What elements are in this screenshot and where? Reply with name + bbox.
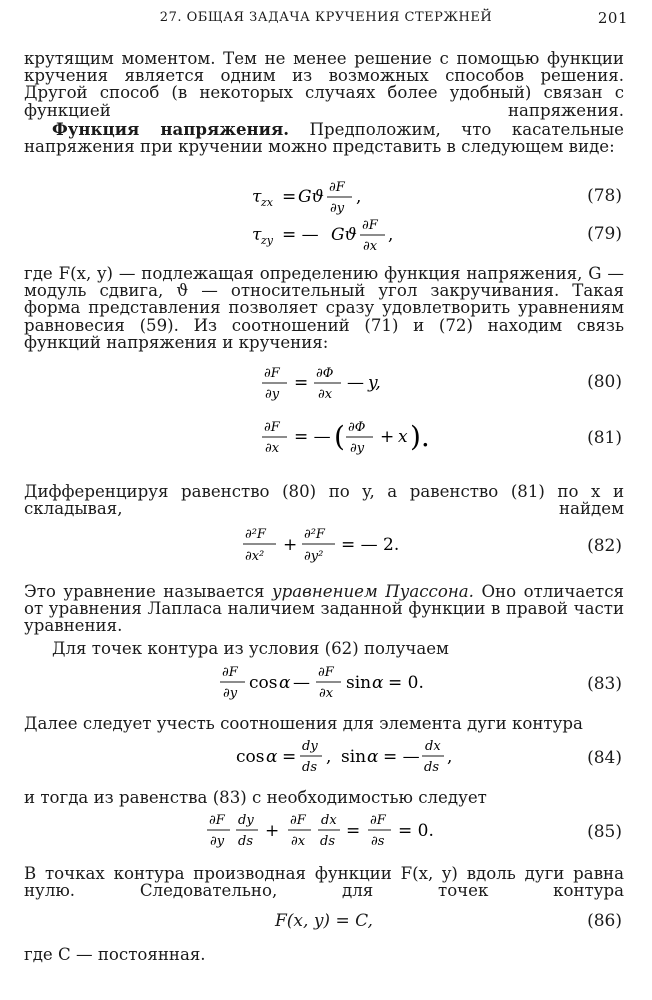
paragraph-1: крутящим моментом. Тем не менее решение с помощью функции кручения является одним из возможных способов решения. Другой способ (в некоторых случаях более удобный) связан с функцией напряжения. bbox=[24, 49, 624, 120]
svg-text:dy: dy bbox=[238, 813, 254, 828]
svg-text:∂x: ∂x bbox=[318, 387, 333, 402]
equation-85 bbox=[0, 808, 652, 854]
svg-text:τ: τ bbox=[252, 187, 262, 207]
svg-text:).: ). bbox=[410, 420, 430, 453]
paragraph-9: В точках контура производная функции F(x, y) вдоль дуги равна нулю. Следовательно, для точек контура bbox=[24, 864, 624, 901]
svg-text:ds: ds bbox=[424, 760, 439, 775]
svg-text:Gϑ: Gϑ bbox=[298, 187, 324, 207]
paragraph-5 bbox=[24, 583, 624, 635]
svg-text:α: α bbox=[266, 747, 278, 767]
paragraph-5-text-a: Это уравнение называется bbox=[24, 582, 265, 601]
equation-78-formula bbox=[0, 178, 652, 218]
paragraph-7: Далее следует учесть соотношения для элемента дуги контура bbox=[24, 714, 583, 733]
svg-text:=: = bbox=[294, 373, 309, 393]
svg-text:zx: zx bbox=[261, 196, 273, 209]
svg-text:sin: sin bbox=[346, 673, 372, 693]
svg-text:,: , bbox=[447, 747, 453, 767]
page-number: 201 bbox=[597, 9, 628, 27]
svg-text:∂F: ∂F bbox=[209, 813, 225, 828]
svg-text:∂Φ: ∂Φ bbox=[348, 420, 366, 435]
svg-text:,: , bbox=[388, 225, 394, 245]
svg-text:∂F: ∂F bbox=[329, 180, 345, 195]
svg-text:+: + bbox=[283, 535, 298, 555]
equation-80 bbox=[0, 362, 652, 406]
paragraph-8: и тогда из равенства (83) с необходимостью следует bbox=[24, 788, 487, 807]
svg-text:∂F: ∂F bbox=[264, 420, 280, 435]
paragraph-4: Дифференцируя равенство (80) по y, а равенство (81) по x и складывая, найдем bbox=[24, 482, 624, 519]
svg-text:=: = bbox=[282, 747, 297, 767]
svg-text:∂²F: ∂²F bbox=[245, 527, 266, 542]
equation-number: (85) bbox=[587, 822, 622, 842]
svg-text:,: , bbox=[326, 747, 332, 767]
svg-text:τ: τ bbox=[252, 225, 262, 245]
paragraph-5-text-b: Оно отличается от уравнения Лапласа наличием заданной функции в правой части уравнения. bbox=[24, 582, 624, 636]
svg-text:∂F: ∂F bbox=[290, 813, 306, 828]
equation-85-formula bbox=[0, 808, 652, 854]
svg-text:cos: cos bbox=[249, 673, 278, 693]
equation-83 bbox=[0, 660, 652, 706]
svg-text:∂y: ∂y bbox=[210, 834, 225, 849]
equation-number: (81) bbox=[587, 428, 622, 448]
equation-82-formula bbox=[0, 522, 652, 570]
svg-text:∂x: ∂x bbox=[363, 239, 378, 254]
running-header bbox=[24, 6, 628, 32]
equation-number: (82) bbox=[587, 536, 622, 556]
svg-text:α: α bbox=[279, 673, 291, 693]
equation-86 bbox=[0, 907, 652, 937]
svg-text:= —: = — bbox=[383, 747, 420, 767]
equation-number: (80) bbox=[587, 372, 622, 392]
svg-text:α: α bbox=[367, 747, 379, 767]
svg-text:(: ( bbox=[334, 420, 345, 453]
paragraph-2 bbox=[24, 121, 624, 155]
equation-79-formula bbox=[0, 214, 652, 258]
svg-text:dx: dx bbox=[425, 739, 441, 754]
svg-text:,: , bbox=[356, 187, 362, 207]
svg-text:x: x bbox=[398, 427, 408, 447]
paragraph-2-text: Предположим, что касательные напряжения при кручении можно представить в следующем виде: bbox=[24, 120, 624, 157]
svg-text:α: α bbox=[372, 673, 384, 693]
svg-text:= —: = — bbox=[282, 225, 319, 245]
svg-text:Gϑ: Gϑ bbox=[331, 225, 357, 245]
svg-text:zy: zy bbox=[261, 234, 274, 247]
equation-79 bbox=[0, 214, 652, 258]
equation-80-formula bbox=[0, 362, 652, 406]
svg-text:—: — bbox=[293, 673, 310, 693]
svg-text:= 0.: = 0. bbox=[398, 821, 434, 841]
svg-text:—: — bbox=[347, 373, 364, 393]
svg-text:=: = bbox=[282, 187, 297, 207]
svg-text:∂F: ∂F bbox=[318, 665, 334, 680]
svg-text:∂Φ: ∂Φ bbox=[316, 366, 334, 381]
equation-86-formula: F(x, y) = C, bbox=[275, 911, 373, 931]
equation-82 bbox=[0, 522, 652, 570]
svg-text:y,: y, bbox=[368, 373, 381, 393]
paragraph-5-term: уравнением Пуассона. bbox=[272, 582, 474, 601]
svg-text:∂y: ∂y bbox=[330, 201, 345, 216]
svg-text:∂x: ∂x bbox=[291, 834, 306, 849]
svg-text:∂x: ∂x bbox=[319, 686, 334, 701]
svg-text:= 0.: = 0. bbox=[388, 673, 424, 693]
svg-text:ds: ds bbox=[238, 834, 253, 849]
svg-text:ds: ds bbox=[302, 760, 317, 775]
svg-text:dx: dx bbox=[321, 813, 337, 828]
svg-text:∂x: ∂x bbox=[265, 441, 280, 456]
equation-number: (84) bbox=[587, 748, 622, 768]
section-heading: Функция напряжения. bbox=[52, 119, 290, 139]
svg-text:∂x²: ∂x² bbox=[245, 549, 265, 564]
equation-83-formula bbox=[0, 660, 652, 706]
equation-number: (78) bbox=[587, 186, 622, 206]
paragraph-3: где F(x, y) — подлежащая определению функция напряжения, G — модуль сдвига, ϑ — относительный угол закручивания. Такая форма представления позволяет сразу удовлетворить уравнениям равновесия (59). Из соотношений (71) и (72) находим связь функций напряжения и кручения: bbox=[24, 264, 624, 352]
svg-text:= —: = — bbox=[294, 427, 331, 447]
svg-text:∂y: ∂y bbox=[265, 387, 280, 402]
svg-text:∂²F: ∂²F bbox=[304, 527, 325, 542]
svg-text:sin: sin bbox=[341, 747, 367, 767]
equation-number: (79) bbox=[587, 224, 622, 244]
svg-text:dy: dy bbox=[302, 739, 318, 754]
svg-text:+: + bbox=[380, 427, 395, 447]
equation-78 bbox=[0, 178, 652, 218]
equation-81-formula bbox=[0, 415, 652, 463]
equation-number: (86) bbox=[587, 911, 622, 931]
svg-text:∂y²: ∂y² bbox=[304, 549, 324, 564]
svg-text:∂F: ∂F bbox=[264, 366, 280, 381]
svg-text:+: + bbox=[265, 821, 280, 841]
svg-text:∂y: ∂y bbox=[350, 441, 365, 456]
svg-text:=: = bbox=[346, 821, 361, 841]
chapter-title: 27. ОБЩАЯ ЗАДАЧА КРУЧЕНИЯ СТЕРЖНЕЙ bbox=[159, 10, 493, 25]
paragraph-6: Для точек контура из условия (62) получаем bbox=[52, 639, 449, 658]
equation-number: (83) bbox=[587, 674, 622, 694]
svg-text:ds: ds bbox=[320, 834, 335, 849]
svg-text:∂F: ∂F bbox=[370, 813, 386, 828]
svg-text:∂y: ∂y bbox=[223, 686, 238, 701]
svg-text:∂F: ∂F bbox=[362, 218, 378, 233]
paragraph-10: где C — постоянная. bbox=[24, 945, 206, 964]
equation-81 bbox=[0, 415, 652, 463]
svg-text:∂F: ∂F bbox=[222, 665, 238, 680]
svg-text:∂s: ∂s bbox=[371, 834, 385, 849]
svg-text:cos: cos bbox=[236, 747, 265, 767]
equation-84 bbox=[0, 733, 652, 779]
equation-84-formula bbox=[0, 733, 652, 779]
svg-text:= — 2.: = — 2. bbox=[341, 535, 400, 555]
